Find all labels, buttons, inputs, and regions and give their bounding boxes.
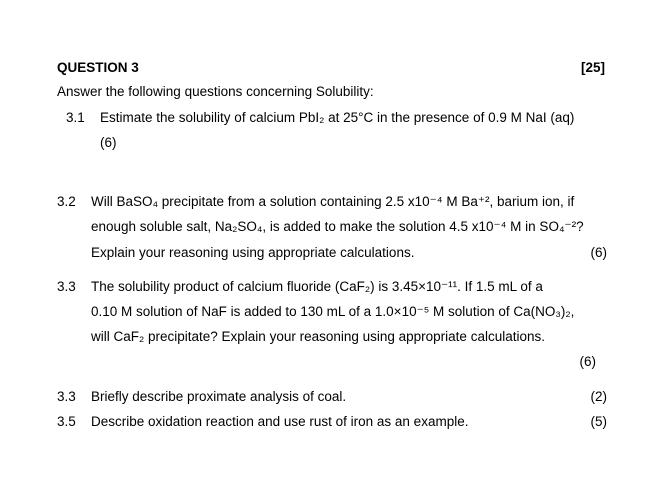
item-marks-3-3-a: (6)	[579, 354, 596, 369]
item-line-3-2-b: enough soluble salt, Na₂SO₄, is added to make the solution 4.5 x10⁻⁴ M in SO₄⁻²?	[91, 219, 584, 234]
item-line-3-3-c: will CaF₂ precipitate? Explain your reasoning using appropriate calculations.	[91, 329, 545, 344]
item-line-3-3-b: 0.10 M solution of NaF is added to 130 mL of a 1.0×10⁻⁵ M solution of Ca(NO₃)₂,	[91, 304, 575, 319]
question-intro: Answer the following questions concerning Solubility:	[57, 84, 374, 99]
item-number-3-2: 3.2	[57, 194, 76, 209]
item-text-3-3-b: Briefly describe proximate analysis of coal.	[91, 389, 347, 404]
item-line-3-2-c: Explain your reasoning using appropriate calculations.	[91, 245, 415, 260]
question-title: QUESTION 3	[57, 60, 139, 75]
item-marks-3-1: (6)	[100, 135, 117, 150]
item-text-3-1: Estimate the solubility of calcium PbI₂ at 25°C in the presence of 0.9 M NaI (aq)	[100, 110, 575, 125]
item-marks-3-2: (6)	[590, 245, 607, 260]
item-marks-3-3-b: (2)	[590, 389, 607, 404]
item-number-3-3-b: 3.3	[57, 389, 76, 404]
item-line-3-3-a: The solubility product of calcium fluoride (CaF₂) is 3.45×10⁻¹¹. If 1.5 mL of a	[91, 279, 543, 294]
question-total-marks: [25]	[580, 60, 605, 75]
item-text-3-5: Describe oxidation reaction and use rust of iron as an example.	[91, 414, 469, 429]
item-number-3-5: 3.5	[57, 414, 76, 429]
item-line-3-2-a: Will BaSO₄ precipitate from a solution containing 2.5 x10⁻⁴ M Ba⁺², barium ion, if	[91, 194, 575, 209]
item-marks-3-5: (5)	[590, 414, 607, 429]
item-number-3-3-a: 3.3	[57, 279, 76, 294]
item-number-3-1: 3.1	[66, 110, 85, 125]
